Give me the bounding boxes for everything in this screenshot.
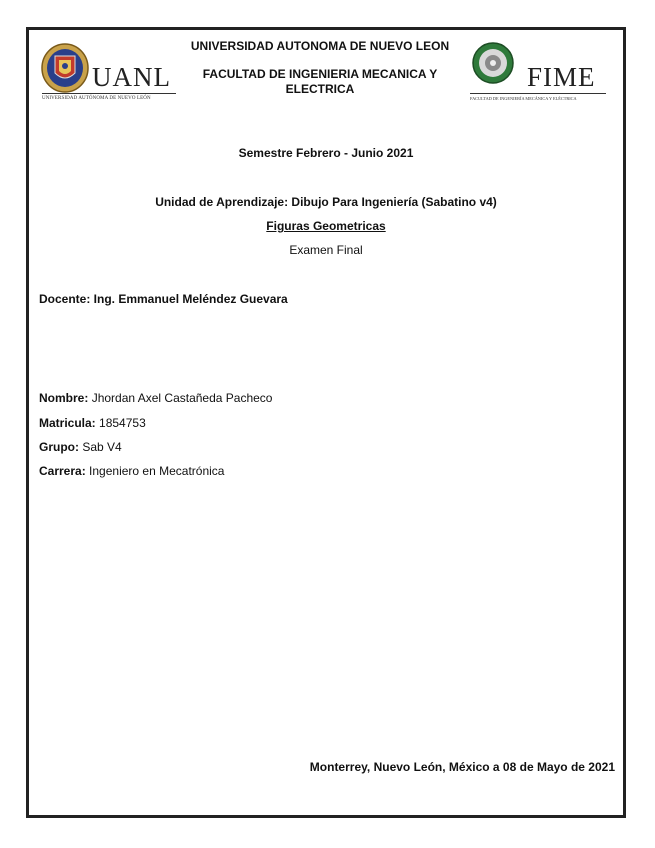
name-label: Nombre: <box>39 391 89 405</box>
course-title: Unidad de Aprendizaje: Dibujo Para Ingeniería (Sabatino v4) <box>155 195 497 209</box>
fime-rule <box>470 93 606 94</box>
faculty-name: FACULTAD DE INGENIERIA MECANICA Y ELECTRICA <box>202 67 438 96</box>
group-label: Grupo: <box>39 440 79 454</box>
uanl-wordmark: UANL <box>92 62 171 92</box>
career-label: Carrera: <box>39 464 86 478</box>
semester: Semestre Febrero - Junio 2021 <box>238 146 414 160</box>
name-value: Jhordan Axel Castañeda Pacheco <box>91 391 273 405</box>
teacher: Docente: Ing. Emmanuel Meléndez Guevara <box>39 292 288 306</box>
topic-title: Figuras Geometricas <box>266 219 386 233</box>
university-name: UNIVERSIDAD AUTONOMA DE NUEVO LEON <box>190 39 450 53</box>
uanl-caption: UNIVERSIDAD AUTÓNOMA DE NUEVO LEÓN <box>42 96 151 101</box>
student-id-row <box>39 416 146 430</box>
group-value: Sab V4 <box>82 440 122 454</box>
student-group-row <box>39 440 122 454</box>
id-label: Matricula: <box>39 416 96 430</box>
fime-caption: FACULTAD DE INGENIERÍA MECÁNICA Y ELÉCTRICA <box>470 96 577 101</box>
id-value: 1854753 <box>99 416 146 430</box>
fime-wordmark: FIME <box>527 62 596 92</box>
student-career-row <box>39 464 224 478</box>
student-name-row <box>39 391 272 405</box>
uanl-rule <box>42 93 176 94</box>
exam-type: Examen Final <box>289 243 363 257</box>
place-date: Monterrey, Nuevo León, México a 08 de Mayo de 2021 <box>309 760 615 774</box>
header-titles <box>185 39 455 97</box>
career-value: Ingeniero en Mecatrónica <box>89 464 225 478</box>
